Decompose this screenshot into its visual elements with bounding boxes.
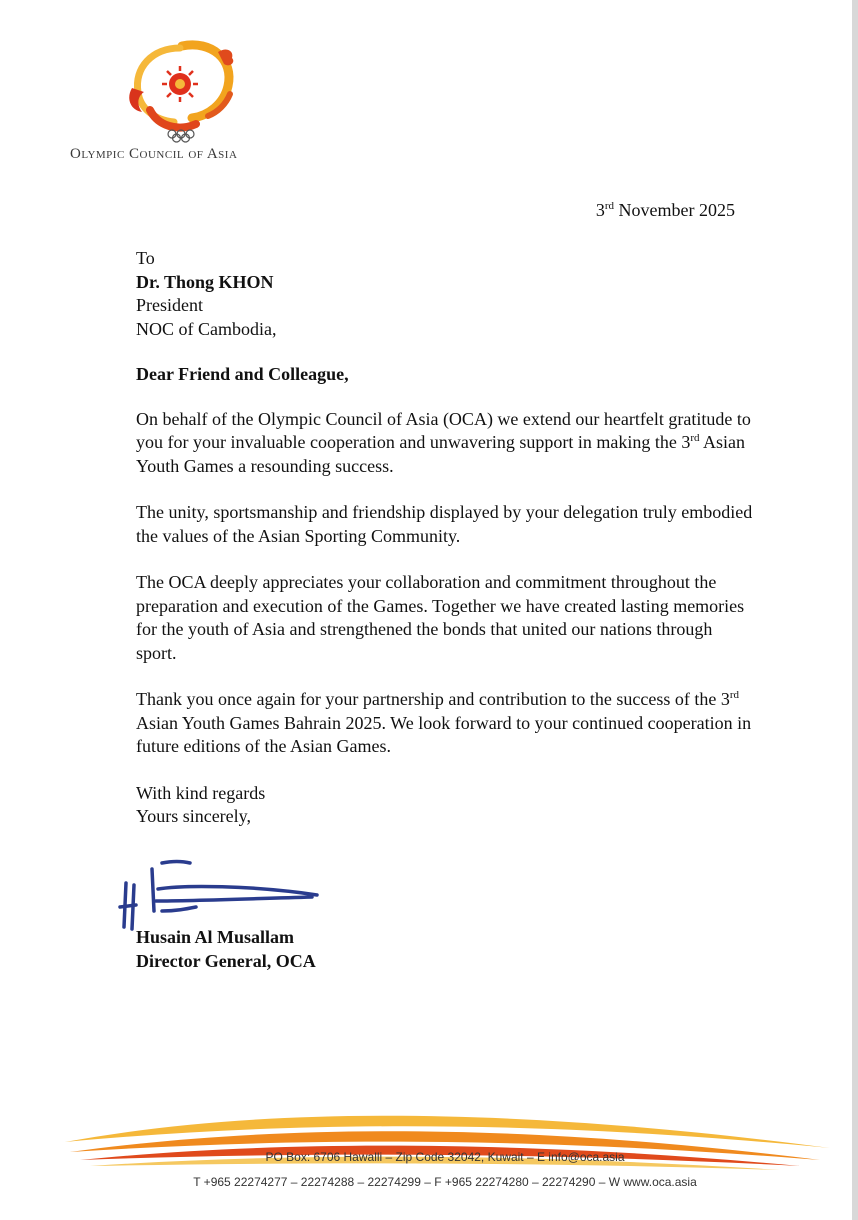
- signature-icon: [112, 855, 332, 935]
- recipient-org: NOC of Cambodia,: [136, 318, 277, 339]
- page-edge: [852, 0, 858, 1220]
- paragraph-2: The unity, sportsmanship and friendship displayed by your delegation truly embodied the values of the Asian Sporting Community.: [136, 502, 753, 546]
- signer-name: Husain Al Musallam: [136, 927, 295, 947]
- paragraph-4: Thank you once again for your partnership and contribution to the success of the 3rd Asian Youth Games Bahrain 2025. We look forward to your continued cooperation in future editions of the Asian Games.: [136, 689, 752, 756]
- recipient-name: Dr. Thong KHON: [136, 271, 274, 292]
- footer-address: PO Box: 6706 Hawalli – Zip Code 32042, Kuwait – E info@oca.asia: [265, 1150, 625, 1164]
- date-rest: November 2025: [618, 200, 735, 220]
- footer-contacts: T +965 22274277 – 22274288 – 22274299 – F +965 22274280 – 22274290 – W www.oca.asia: [193, 1175, 697, 1189]
- letter-date: [596, 200, 735, 221]
- letter-body: [136, 247, 756, 829]
- signer-title: Director General, OCA: [136, 950, 316, 971]
- letter-paragraphs: [136, 408, 756, 759]
- oca-logo: [70, 38, 290, 173]
- signer-block: [136, 926, 316, 973]
- date-day: 3: [595, 200, 605, 220]
- oca-emblem-icon: [122, 38, 242, 143]
- closing-line-1: With kind regards: [136, 782, 266, 803]
- recipient-to: To: [136, 248, 155, 268]
- paragraph-1: On behalf of the Olympic Council of Asia (OCA) we extend our heartfelt gratitude to you for your invaluable cooperation and unwavering support in making the 3rd Asian Youth Games a resounding success.: [136, 408, 751, 476]
- closing-line-2: Yours sincerely,: [136, 806, 251, 826]
- date-suffix: rd: [604, 200, 615, 212]
- recipient-block: [136, 247, 756, 341]
- paragraph-3: The OCA deeply appreciates your collaboration and commitment throughout the preparation and execution of the Games. Together we have created lasting memories for the youth of Asia and strengthened the bonds that united our nations through sport.: [136, 572, 745, 663]
- organization-name: Olympic Council of Asia: [70, 146, 238, 162]
- footer-swoosh-icon: [60, 1100, 830, 1180]
- recipient-title: President: [136, 295, 203, 315]
- salutation: Dear Friend and Colleague,: [136, 364, 349, 384]
